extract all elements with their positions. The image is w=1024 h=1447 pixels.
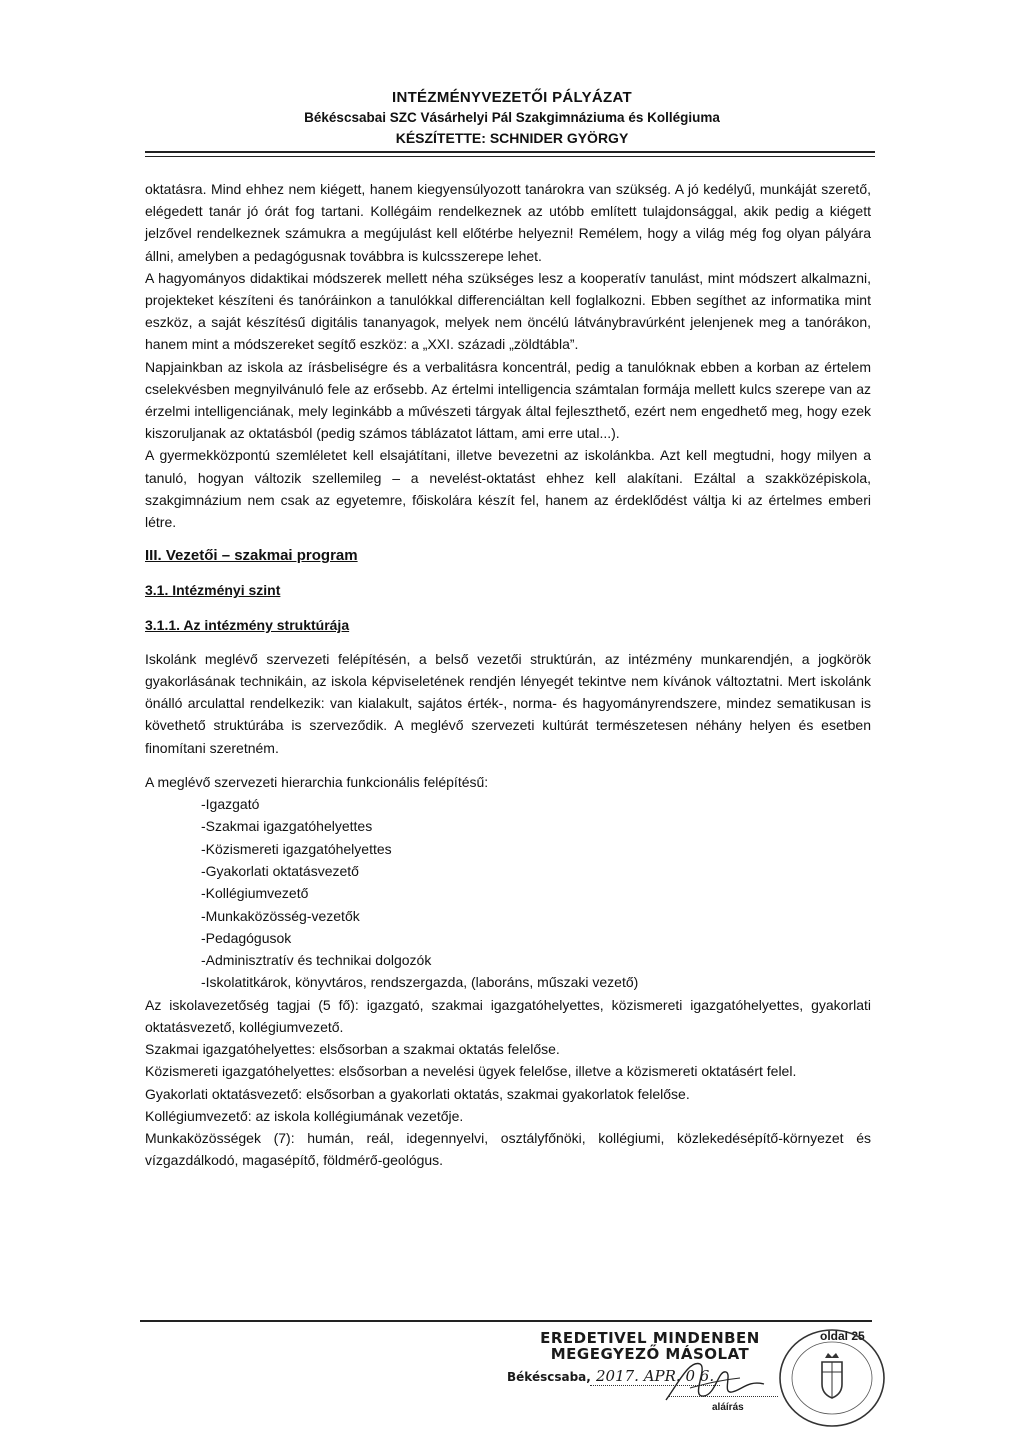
paragraph: Közismereti igazgatóhelyettes: elsősorban a nevelési ügyek felelőse, illetve a közismereti oktatásért felel. [145,1063,797,1080]
paragraph: A hagyományos didaktikai módszerek mellett néha szükséges lesz a kooperatív tanulást, mint módszert alkalmazni, projekteket készíteni és tanóráinkon a tanulókkal differenciáltan kell foglalkozni. Ebben segíthet az informatika mint eszköz, a saját készítésű digitális tananyagok, melyek nem öncélú látványbravúrként jelenjenek meg a tanórákon, hanem mint a módszereket segítő eszköz: a „XXI. századi „zöldtábla”. [145,269,871,353]
header-school: Békéscsabai SZC Vásárhelyi Pál Szakgimnáziuma és Kollégiuma [304,110,720,125]
subsection-heading: 3.1. Intézményi szint [145,582,281,599]
footer-rule [140,1320,872,1322]
header-title: INTÉZMÉNYVEZETŐI PÁLYÁZAT [391,89,632,106]
stamp-place: Békéscsaba, [507,1370,591,1384]
stamp-line: EREDETIVEL MINDENBEN [540,1329,760,1347]
paragraph: oktatásra. Mind ehhez nem kiégett, hanem kiegyensúlyozott tanárokra van szükség. A jó kedélyű, munkáját szerető, elégedett tanár jó órát fog tartani. Kollégáim rendelkeznek az utóbb említett tulajdonsággal, akik pedig a kiégett jelzővel rendelkeznek számukra a megújulást kell előtérbe helyezni! Remélem, hogy a világ még fog olyan pályára állni, amelyben a pedagógusnak továbbra is kulcsszerepe lehet. [145,181,871,264]
paragraph: Munkaközösségek (7): humán, reál, idegennyelvi, osztályfőnöki, kollégiumi, közlekedésépítő-környezet és vízgazdálkodó, magasépítő, földmérő-geológus. [145,1129,871,1169]
handwritten-signature-icon [660,1350,770,1410]
list-item: -Szakmai igazgatóhelyettes [201,818,373,835]
paragraph: Szakmai igazgatóhelyettes: elsősorban a szakmai oktatás felelőse. [145,1041,560,1058]
header-rule-thin [145,156,875,157]
list-item: -Kollégiumvezető [201,885,309,902]
list-item: -Közismereti igazgatóhelyettes [201,840,392,857]
page-number: oldal 25 [820,1329,865,1343]
document-body [145,178,871,1171]
round-seal-icon [770,1322,890,1432]
header-rule [145,151,875,153]
stamp-line: MEGEGYEZŐ MÁSOLAT [550,1345,750,1363]
stamp-date: 2017. APR. 0 6. [590,1367,720,1386]
list-item: -Munkaközösség-vezetők [201,907,360,924]
document-header [147,88,877,148]
list-item: -Adminisztratív és technikai dolgozók [201,952,432,969]
list-item: -Igazgató [201,796,260,813]
paragraph: Napjainkban az iskola az írásbeliségre és a verbalitásra koncentrál, pedig a tanulóknak ebben a korban az értelem cselekvésben megnyilvánuló fele az erősebb. Az értelmi intelligencia számtalan formája mellett kulcs szerepe van az érzelmi intelligenciának, mely leginkább a művészeti tárgyak által fejleszthető, ezért nem engedhető meg, hogy ezek kiszoruljanak az oktatásból (pedig számos táblázatot láttam, ami erre utal...). [145,358,871,442]
section-heading: III. Vezetői – szakmai program [145,547,358,565]
header-author: KÉSZÍTETTE: SCHNIDER GYÖRGY [395,130,629,146]
list-item: -Iskolatitkárok, könyvtáros, rendszergazda, (laboráns, műszaki vezető) [201,974,639,991]
hierarchy-list [145,793,871,994]
paragraph: A gyermekközpontú szemléletet kell elsajátítani, illetve bevezetni az iskolánkba. Azt kell megtudni, hogy milyen a tanuló, hogyan változik szellemileg – a nevelést-oktatást ehhez kell alakítani. Ezáltal a szakközépiskola, szakgimnázium nem csak az egyetemre, főiskolára készít fel, hanem az érdeklődést váltja ki az értelmes emberi létre. [145,447,871,531]
paragraph: Gyakorlati oktatásvezető: elsősorban a gyakorlati oktatás, szakmai gyakorlatok felelőse. [145,1085,690,1102]
paragraph: Kollégiumvezető: az iskola kollégiumának vezetője. [145,1107,464,1124]
list-item: -Gyakorlati oktatásvezető [201,862,359,879]
paragraph: Iskolánk meglévő szervezeti felépítésén, a belső vezetői struktúrán, az intézmény munkarendjén, a jogkörök gyakorlásának technikáin, az iskola képviseletének rendjén lényegét tekintve nem kívánok változtatni. Mert iskolánk önálló arculattal rendelkezik: van kialakult, sajátos érték-, norma- és hagyományrendszere, mindez sematikusan is követhető struktúrába is szerveződik. A meglévő szervezeti kultúrát természetesen néhány helyen és esetben finomítani szeretném. [145,650,871,756]
paragraph: Az iskolavezetőség tagjai (5 fő): igazgató, szakmai igazgatóhelyettes, közismereti igazgatóhelyettes, gyakorlati oktatásvezető, kollégiumvezető. [145,996,871,1035]
signature-label: aláírás [712,1402,744,1413]
list-item: -Pedagógusok [201,929,292,946]
subsubsection-heading: 3.1.1. Az intézmény struktúrája [145,616,350,633]
paragraph: A meglévő szervezeti hierarchia funkcionális felépítésű: [145,773,489,790]
